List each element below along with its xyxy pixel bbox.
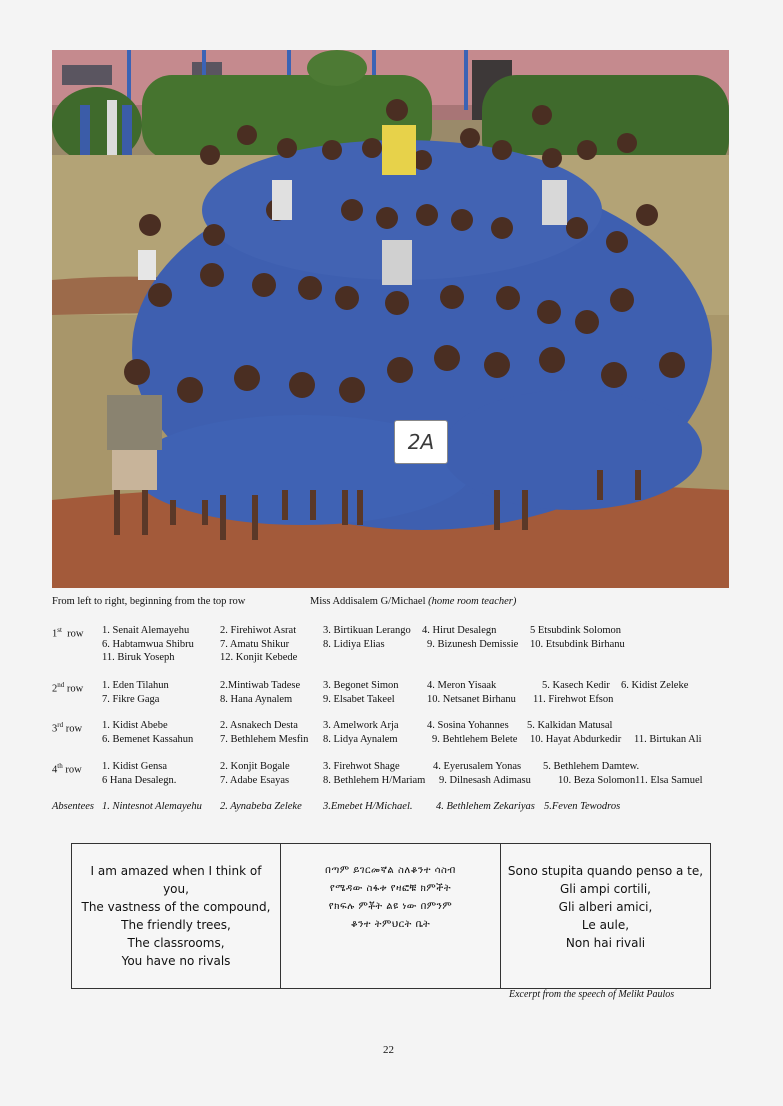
photo-illustration [52, 50, 729, 588]
student-name: 9. Behtlehem Belete [432, 733, 518, 745]
student-name: 3. Amelwork Arja [323, 720, 399, 731]
student-name: 7. Bethlehem Mesfin [220, 733, 309, 745]
student-name: 8. Hana Aynalem [220, 693, 293, 705]
student-name: 1. Eden Tilahun [102, 680, 169, 691]
poem-line: you, [163, 882, 189, 896]
teacher-name: Miss Addisalem G/Michael [310, 596, 426, 607]
student-name: 5 Etsubdink Solomon [530, 625, 622, 636]
student-name: 11. Firehwot Efson [533, 693, 614, 705]
student-name: 4. Sosina Yohannes [427, 720, 509, 731]
poem-line: The vastness of the compound, [81, 900, 271, 914]
row-label: 2nd row [52, 681, 84, 695]
poem-line: Non hai rivali [565, 936, 646, 950]
student-name: 4. Meron Yisaak [427, 680, 497, 691]
poem-line: Gli ampi cortili, [560, 882, 651, 896]
student-name: 5. Kalkidan Matusal [527, 720, 613, 731]
page-number: 22 [383, 1044, 394, 1056]
poem-line: I am amazed when I think of [90, 864, 262, 878]
absentee-name: 4. Bethlehem Zekariyas [436, 801, 535, 812]
teacher-caption [310, 596, 516, 607]
student-name: 6. Habtamwua Shibru [102, 638, 194, 650]
poem-line: The friendly trees, [121, 918, 231, 932]
student-name: 10. Beza Solomon [558, 774, 636, 786]
student-name: 2.Mintiwab Tadese [220, 680, 301, 691]
student-name: 8. Bethlehem H/Mariam [323, 774, 426, 786]
student-name: 4. Hirut Desalegn [422, 625, 497, 636]
student-name: 7. Amatu Shikur [220, 638, 290, 650]
student-name: 5. Bethlehem Damtew. [543, 761, 640, 772]
student-name: 8. Lidiya Elias [323, 638, 385, 650]
student-name: 10. Hayat Abdurkedir [530, 733, 622, 745]
student-name: 6. Kidist Zeleke [621, 680, 689, 691]
excerpt-credit: Excerpt from the speech of Melikt Paulos [509, 989, 675, 1000]
student-name: 4. Eyerusalem Yonas [433, 761, 522, 772]
student-name: 11. Birtukan Ali [634, 733, 702, 745]
class-group-photo [52, 50, 729, 588]
student-name: 3. Begonet Simon [323, 680, 399, 691]
student-name: 9. Dilnesash Adimasu [439, 774, 531, 786]
student-name: 7. Fikre Gaga [102, 693, 160, 705]
student-name: 6. Bemenet Kassahun [102, 733, 194, 745]
poem-table [71, 843, 711, 989]
student-name: 2. Firehiwot Asrat [220, 625, 297, 636]
row-label: 4th row [52, 762, 82, 776]
student-name: 2. Konjit Bogale [220, 761, 290, 772]
poem-line: Sono stupita quando penso a te, [507, 864, 704, 878]
student-name: 2. Asnakech Desta [220, 720, 298, 731]
row-label: 3rd row [52, 721, 83, 735]
student-name: 9. Bizunesh Demissie [427, 638, 519, 650]
student-name: 9. Elsabet Takeel [323, 693, 395, 705]
student-name: 8. Lidya Aynalem [323, 733, 398, 745]
row-label: 1st row [52, 626, 84, 640]
teacher-note: (home room teacher) [428, 596, 517, 607]
poem-line: ቆንተ ትምህርት ቤት [350, 919, 431, 930]
class-sign: 2A [394, 420, 448, 464]
poem-line: Gli alberi amici, [558, 900, 653, 914]
poem-line: የሜዳው ስፋቱ የዛፎቹ ክምችት [329, 883, 452, 894]
poem-line: የክፍሉ ምቾት ልዩ ነው በምንም [328, 901, 453, 912]
student-name: 11. Elsa Samuel [635, 774, 703, 786]
student-name: 5. Kasech Kedir [542, 680, 610, 691]
absentee-name: 1. Nintesnot Alemayehu [102, 801, 202, 812]
student-name: 11. Biruk Yoseph [102, 652, 175, 663]
absentee-name: 3.Emebet H/Michael. [323, 801, 413, 812]
absentee-name: 5.Feven Tewodros [544, 801, 621, 812]
student-name: 10. Netsanet Birhanu [427, 693, 516, 705]
student-name: 10. Etsubdink Birhanu [530, 638, 625, 650]
student-name: 1. Senait Alemayehu [102, 625, 190, 636]
absentee-name: 2. Aynabeba Zeleke [220, 801, 302, 812]
student-name: 6 Hana Desalegn. [102, 774, 177, 786]
student-name: 7. Adabe Esayas [220, 774, 290, 786]
poem-line: በጣም ይገርመኛል ስለቆንተ ሳስብ [325, 865, 456, 876]
poem-line: Le aule, [581, 918, 630, 932]
photo-caption: From left to right, beginning from the top row [52, 596, 246, 607]
poem-amharic [281, 844, 501, 988]
student-name: 3. Firehwot Shage [323, 761, 400, 772]
student-name: 3. Birtikuan Lerango [323, 625, 411, 636]
poem-line: You have no rivals [121, 954, 231, 968]
student-name: 1. Kidist Abebe [102, 720, 168, 731]
student-name: 1. Kidist Gensa [102, 761, 168, 772]
poem-english [72, 844, 281, 988]
absentees-label: Absentees [52, 801, 94, 812]
poem-line: The classrooms, [127, 936, 225, 950]
student-name: 12. Konjit Kebede [220, 652, 298, 663]
poem-italian [501, 844, 710, 988]
